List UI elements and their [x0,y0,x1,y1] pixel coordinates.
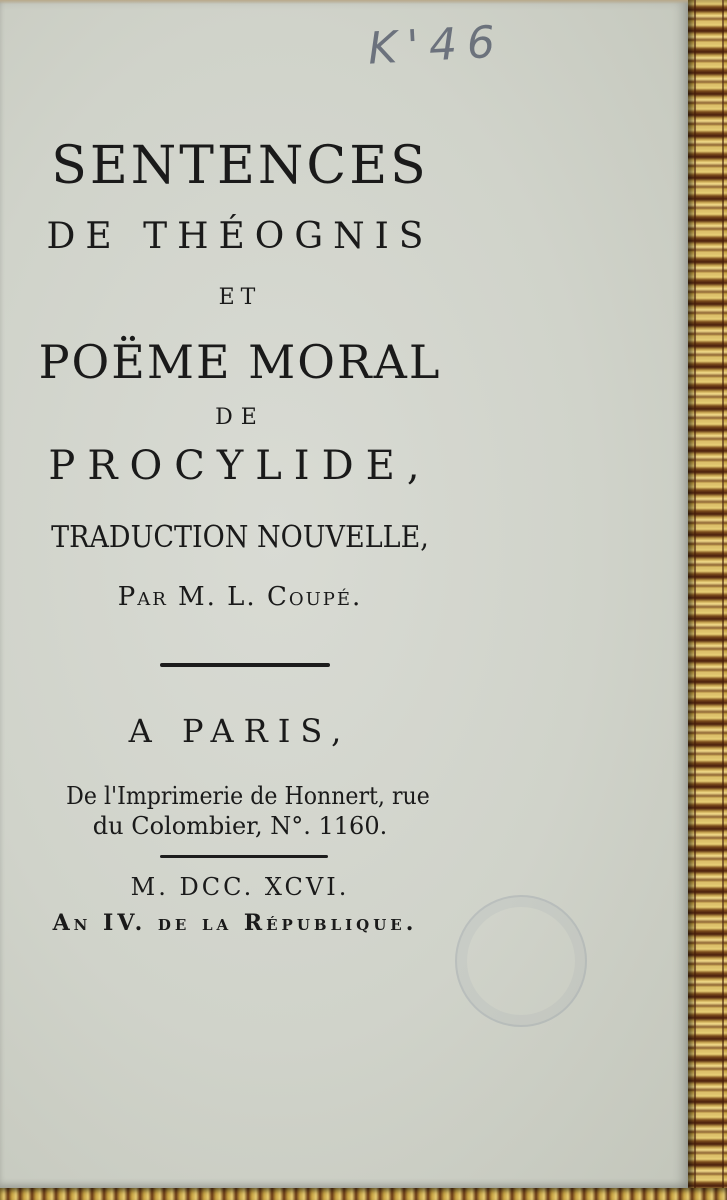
title-et: ET [218,285,262,310]
gilt-binding-bottom [0,1188,727,1200]
library-stamp-faint [455,895,587,1027]
title-sentences: SENTENCES [51,136,429,196]
ornamental-rule-top [160,663,330,667]
page-top-edge [0,0,688,4]
author-line: Par M. L. Coupé. [117,582,363,612]
title-procylide: PROCYLIDE, [48,443,432,489]
gilt-pattern [694,0,724,1200]
imprint-printer-line1: De l'Imprimerie de Honnert, rue [66,782,430,810]
handwritten-shelfmark: K'46 [366,16,507,75]
title-de-theognis: DE THÉOGNIS [46,216,434,257]
gilt-binding-edge [688,0,727,1200]
imprint-date: M. DCC. XCVI. [130,873,350,901]
title-de: DE [215,405,265,430]
title-poeme-moral: POËME MORAL [38,335,442,389]
imprint-printer-line2: du Colombier, N°. 1160. [92,812,388,840]
imprint-city: A PARIS, [128,712,352,750]
translation-line: TRADUCTION NOUVELLE, [51,520,429,555]
ornamental-rule-bottom [160,855,328,858]
imprint-republic-year: An IV. de la République. [52,910,418,936]
